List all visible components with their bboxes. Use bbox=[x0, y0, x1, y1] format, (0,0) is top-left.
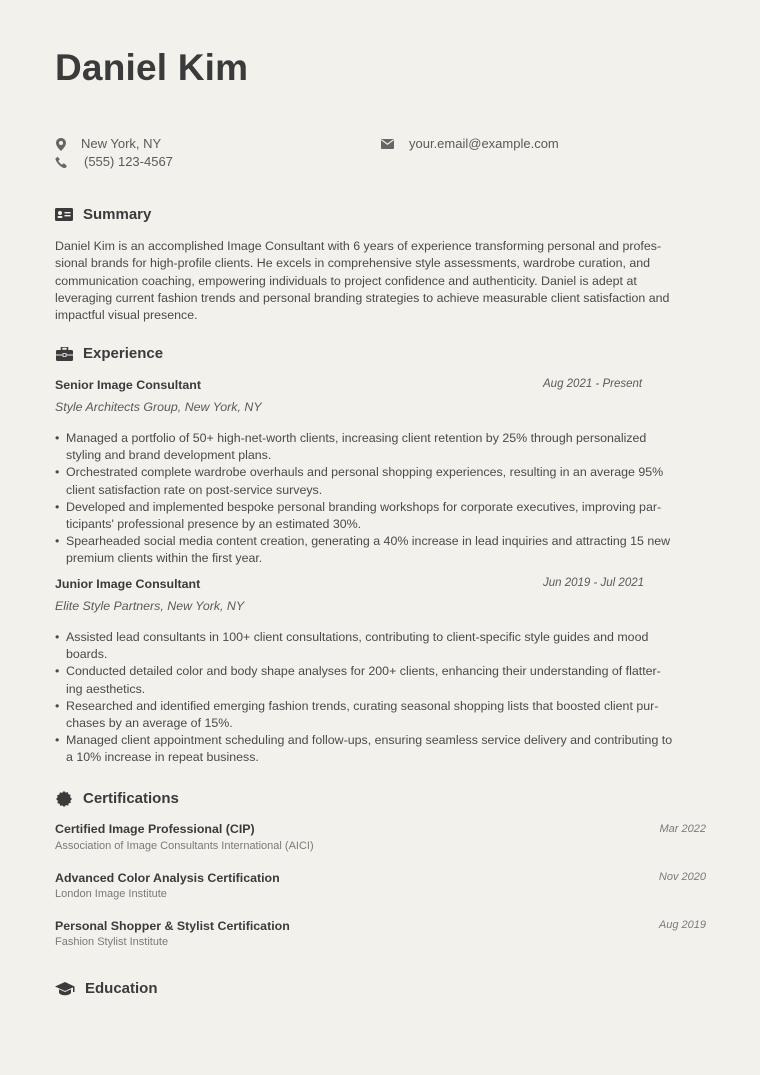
summary-paragraph bbox=[55, 238, 705, 324]
job-title: Senior Image Consultant bbox=[55, 378, 201, 392]
list-item: • Assisted lead consultants in 100+ client consultations, contributing to client-specific style guides and mood boards. bbox=[55, 629, 710, 663]
summary-line: Daniel Kim is an accomplished Image Consultant with 6 years of experience transforming personal and profes- bbox=[55, 239, 662, 253]
experience-heading-text: Experience bbox=[83, 345, 164, 362]
list-item: • Spearheaded social media content creation, generating a 40% increase in lead inquiries and attracting 15 new premium clients within the first year. bbox=[55, 533, 710, 567]
summary-heading bbox=[55, 206, 151, 223]
summary-line: impactful visual presence. bbox=[55, 308, 198, 323]
candidate-name: Daniel Kim bbox=[55, 47, 249, 88]
id-card-icon bbox=[55, 207, 73, 223]
job-date: Jun 2019 - Jul 2021 bbox=[543, 577, 645, 589]
summary-heading-text: Summary bbox=[83, 206, 152, 223]
contact-location bbox=[55, 136, 161, 152]
email-link[interactable]: your.email@example.com bbox=[409, 136, 559, 151]
job-company: Elite Style Partners, New York, NY bbox=[55, 599, 245, 613]
certifications-heading-text: Certifications bbox=[83, 790, 179, 807]
contact-email[interactable] bbox=[380, 136, 559, 152]
job-bullets bbox=[55, 430, 710, 568]
education-heading bbox=[55, 980, 158, 997]
cert-name: Certified Image Professional (CIP) bbox=[55, 822, 255, 836]
graduation-cap-icon bbox=[55, 981, 75, 997]
cert-org: Fashion Stylist Institute bbox=[55, 936, 169, 948]
contact-phone bbox=[55, 154, 173, 170]
cert-date: Nov 2020 bbox=[658, 871, 706, 883]
job-bullets bbox=[55, 629, 710, 767]
cert-org: Association of Image Consultants International (AICI) bbox=[55, 840, 314, 852]
cert-date: Aug 2019 bbox=[658, 919, 706, 931]
education-heading-text: Education bbox=[85, 980, 158, 997]
summary-line: sional brands for high-profile clients. He excels in comprehensive style assessments, wardrobe curation, and bbox=[55, 256, 651, 271]
phone-icon bbox=[55, 155, 67, 169]
list-item: • Managed a portfolio of 50+ high-net-worth clients, increasing client retention by 25% through personalized styling and brand development plans. bbox=[55, 430, 710, 464]
envelope-icon bbox=[380, 137, 394, 151]
cert-name: Advanced Color Analysis Certification bbox=[55, 871, 280, 885]
list-item: • Managed client appointment scheduling and follow-ups, ensuring seamless service delivery and contributing to a 10% increase in repeat business. bbox=[55, 732, 710, 766]
list-item: • Developed and implemented bespoke personal branding workshops for corporate executives, improving par- ticipants' professional presence by an estimated 30%. bbox=[55, 499, 710, 533]
phone-text: (555) 123-4567 bbox=[84, 154, 173, 169]
summary-line: communication coaching, empowering individuals to project confidence and authenticity. Daniel is adept at bbox=[55, 273, 637, 288]
briefcase-icon bbox=[55, 346, 73, 362]
cert-name: Personal Shopper & Stylist Certification bbox=[55, 919, 290, 933]
job-date: Aug 2021 - Present bbox=[543, 378, 643, 390]
list-item: • Researched and identified emerging fashion trends, curating seasonal shopping lists that boosted client pur- chases by an average of 15%. bbox=[55, 698, 710, 732]
experience-heading bbox=[55, 345, 163, 362]
map-pin-icon bbox=[55, 137, 67, 151]
certifications-heading bbox=[55, 790, 179, 807]
list-item: • Conducted detailed color and body shape analyses for 200+ clients, enhancing their understanding of flatter- ing aesthetics. bbox=[55, 663, 710, 697]
summary-line: leveraging current fashion trends and personal branding strategies to achieve measurable client satisfaction and bbox=[55, 290, 670, 305]
cert-date: Mar 2022 bbox=[659, 823, 706, 835]
badge-icon bbox=[55, 791, 73, 807]
job-company: Style Architects Group, New York, NY bbox=[55, 400, 262, 414]
job-title: Junior Image Consultant bbox=[55, 577, 201, 591]
location-text: New York, NY bbox=[81, 136, 162, 151]
cert-org: London Image Institute bbox=[55, 888, 167, 900]
list-item: • Orchestrated complete wardrobe overhauls and personal shopping experiences, resulting in an average 95% client satisfaction rate on post-service surveys. bbox=[55, 464, 710, 498]
